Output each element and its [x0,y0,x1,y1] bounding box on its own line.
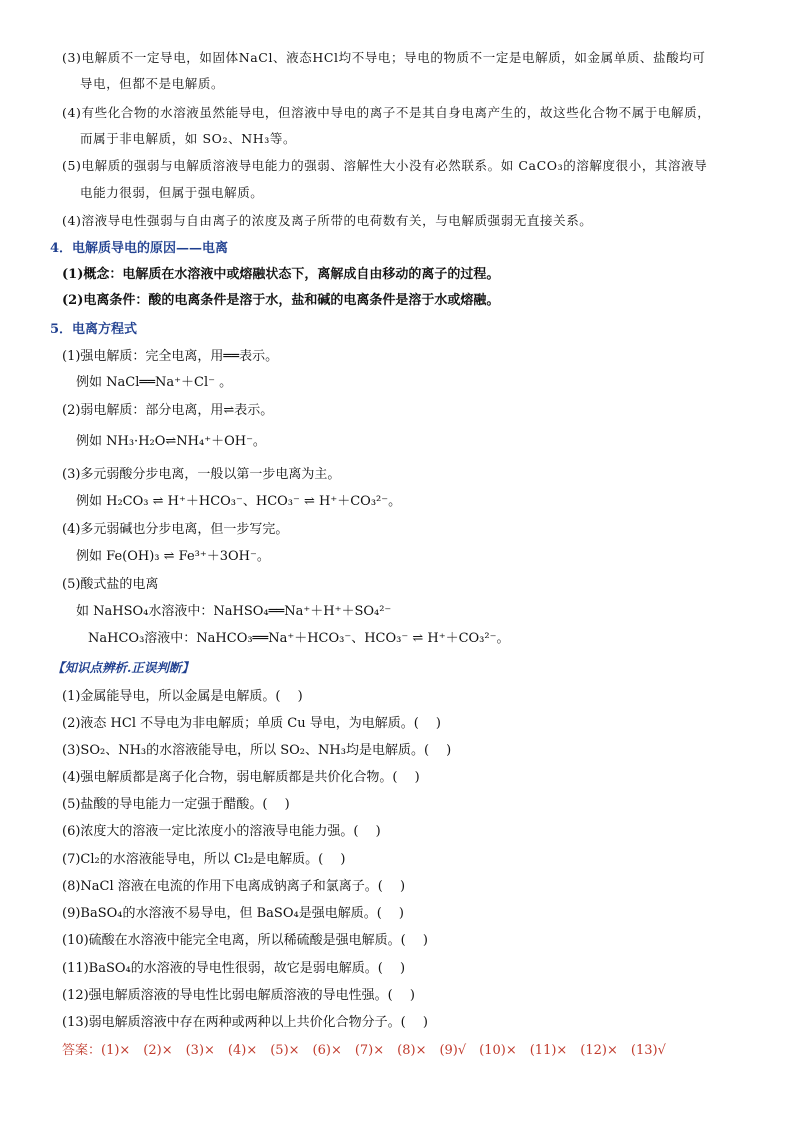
quiz-item-4: (4)强电解质都是离子化合物，弱电解质都是共价化合物。( ) [62,770,420,785]
quiz-tag: 【知识点辨析.正误判断】 [52,660,194,675]
eq-acidsalt-heading: (5)酸式盐的电离 [62,577,159,592]
eq-strong-example: 例如 NaCl══Na⁺＋Cl⁻ 。 [76,375,233,390]
quiz-item-9: (9)BaSO₄的水溶液不易导电，但 BaSO₄是强电解质。( ) [62,906,404,921]
quiz-item-10: (10)硫酸在水溶液中能完全电离，所以稀硫酸是强电解质。( ) [62,933,428,948]
quiz-item-3: (3)SO₂、NH₃的水溶液能导电，所以 SO₂、NH₃均是电解质。( ) [62,743,452,758]
quiz-item-13: (13)弱电解质溶液中存在两种或两种以上共价化合物分子。( ) [62,1015,428,1030]
quiz-item-12: (12)强电解质溶液的导电性比弱电解质溶液的导电性强。( ) [62,988,415,1003]
note-3-line1: (3)电解质不一定导电，如固体NaCl、液态HCl均不导电；导电的物质不一定是电解质，如金属单质、盐酸均可 [62,50,706,65]
quiz-item-11: (11)BaSO₄的水溶液的导电性很弱，故它是弱电解质。( ) [62,961,406,976]
eq-polyacid-heading: (3)多元弱酸分步电离，一般以第一步电离为主。 [62,467,341,482]
quiz-item-7: (7)Cl₂的水溶液能导电，所以 Cl₂是电解质。( ) [62,852,346,867]
section-4-condition: (2)电离条件：酸的电离条件是溶于水，盐和碱的电离条件是溶于水或熔融。 [62,293,500,308]
note-6-line1: (4)溶液导电性强弱与自由离子的浓度及离子所带的电荷数有关，与电解质强弱无直接关系。 [62,213,593,228]
quiz-answer: 答案：(1)× (2)× (3)× (4)× (5)× (6)× (7)× (8)× (9)√ (10)× (11)× (12)× (13)√ [62,1043,666,1058]
eq-nahso4: 如 NaHSO₄水溶液中：NaHSO₄══Na⁺＋H⁺＋SO₄²⁻ [76,604,392,619]
eq-polybase-heading: (4)多元弱碱也分步电离，但一步写完。 [62,522,289,537]
eq-polyacid-example: 例如 H₂CO₃ ⇌ H⁺＋HCO₃⁻、HCO₃⁻ ⇌ H⁺＋CO₃²⁻。 [76,494,402,509]
quiz-item-1: (1)金属能导电，所以金属是电解质。( ) [62,689,303,704]
section-4-concept: (1)概念：电解质在水溶液中或熔融状态下，离解成自由移动的离子的过程。 [62,267,500,282]
note-3-line2: 导电，但都不是电解质。 [80,76,225,91]
quiz-item-8: (8)NaCl 溶液在电流的作用下电离成钠离子和氯离子。( ) [62,879,406,894]
eq-nahco3: NaHCO₃溶液中：NaHCO₃══Na⁺＋HCO₃⁻、HCO₃⁻ ⇌ H⁺＋CO₃²⁻。 [88,631,510,646]
quiz-item-6: (6)浓度大的溶液一定比浓度小的溶液导电能力强。( ) [62,824,381,839]
eq-polybase-example: 例如 Fe(OH)₃ ⇌ Fe³⁺＋3OH⁻。 [76,549,270,564]
eq-strong-heading: (1)强电解质：完全电离，用══表示。 [62,349,279,364]
section-4-title: 4．电解质导电的原因——电离 [50,241,229,256]
note-4-line1: (4)有些化合物的水溶液虽然能导电，但溶液中导电的离子不是其自身电离产生的，故这些化合物不属于电解质， [62,105,711,120]
section-5-title: 5．电离方程式 [50,322,138,337]
quiz-item-2: (2)液态 HCl 不导电为非电解质；单质 Cu 导电，为电解质。( ) [62,716,441,731]
note-4-line2: 而属于非电解质，如 SO₂、NH₃等。 [80,131,297,146]
note-5-line1: (5)电解质的强弱与电解质溶液导电能力的强弱、溶解性大小没有必然联系。如 CaCO₃的溶解度很小，其溶液导 [62,158,708,173]
eq-weak-heading: (2)弱电解质：部分电离，用⇌表示。 [62,403,274,418]
eq-weak-example: 例如 NH₃·H₂O⇌NH₄⁺＋OH⁻。 [76,434,266,449]
note-5-line2: 电能力很弱，但属于强电解质。 [80,185,264,200]
quiz-item-5: (5)盐酸的导电能力一定强于醋酸。( ) [62,797,290,812]
